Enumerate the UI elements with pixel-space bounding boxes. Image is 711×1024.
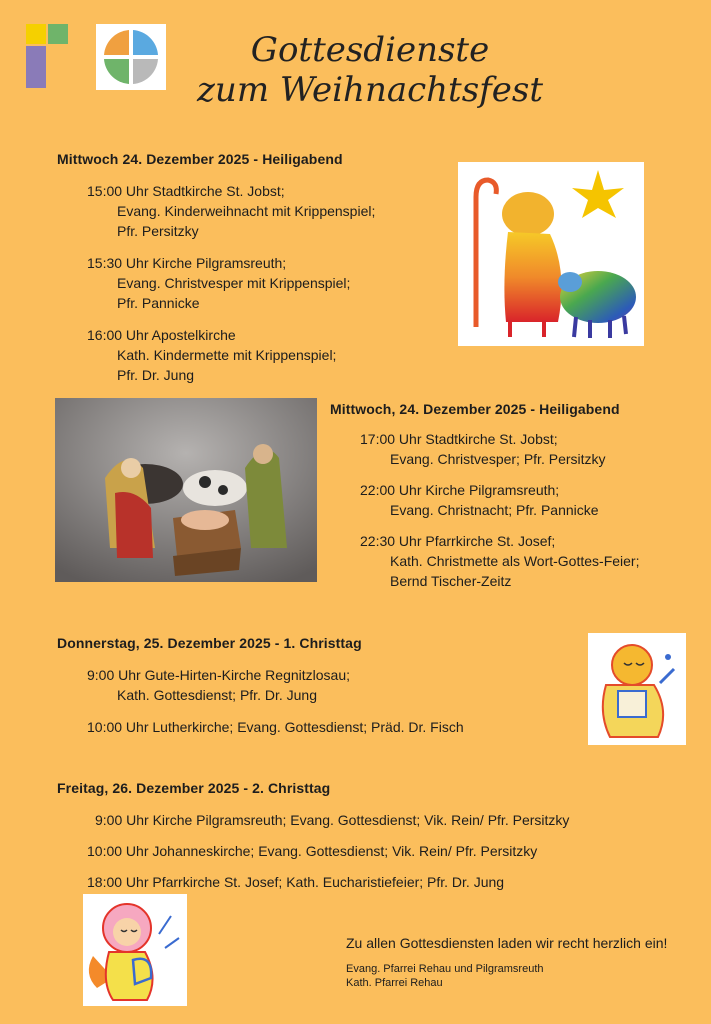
service-time-location: 18:00 Uhr Pfarrkirche St. Josef; Kath. Eucharistiefeier; Pfr. Dr. Jung — [87, 874, 505, 890]
service-time-location: 16:00 Uhr Apostelkirche — [87, 327, 236, 343]
service-entry — [360, 531, 639, 591]
organizer-evangelical: Evang. Pfarrei Rehau und Pilgramsreuth — [346, 963, 544, 975]
singing-angel-illustration — [588, 633, 686, 745]
service-description: Evang. Christvesper mit Krippenspiel; — [117, 275, 351, 291]
title-line-1: Gottesdienste — [250, 30, 490, 70]
service-time-location: 15:00 Uhr Stadtkirche St. Jobst; — [87, 183, 285, 199]
service-entry — [87, 181, 375, 241]
page-title — [160, 30, 580, 110]
ecumenical-cross-logo — [26, 24, 142, 92]
service-time-location: 10:00 Uhr Lutherkirche; Evang. Gottesdienst; Präd. Dr. Fisch — [87, 719, 464, 735]
service-time-location: 15:30 Uhr Kirche Pilgramsreuth; — [87, 255, 287, 271]
service-entry — [360, 480, 599, 520]
service-entry — [95, 810, 569, 830]
section-heading-christtag-1: Donnerstag, 25. Dezember 2025 - 1. Christtag — [57, 635, 362, 651]
service-entry — [87, 325, 336, 385]
service-officiant: Pfr. Persitzky — [117, 223, 199, 239]
service-description: Kath. Gottesdienst; Pfr. Dr. Jung — [117, 687, 317, 703]
service-description: Evang. Christnacht; Pfr. Pannicke — [390, 502, 599, 518]
service-entry — [87, 717, 464, 737]
service-description: Kath. Christmette als Wort-Gottes-Feier; — [390, 553, 640, 569]
invitation-text: Zu allen Gottesdiensten laden wir recht herzlich ein! — [346, 935, 668, 951]
service-officiant: Bernd Tischer-Zeitz — [390, 573, 512, 589]
service-time-location: 9:00 Uhr Kirche Pilgramsreuth; Evang. Gottesdienst; Vik. Rein/ Pfr. Persitzky — [95, 812, 570, 828]
service-entry — [87, 841, 537, 861]
service-entry — [360, 429, 606, 469]
section-heading-heiligabend-1: Mittwoch 24. Dezember 2025 - Heiligabend — [57, 151, 343, 167]
service-officiant: Pfr. Pannicke — [117, 295, 200, 311]
service-time-location: 22:30 Uhr Pfarrkirche St. Josef; — [360, 533, 556, 549]
nativity-scene-photo — [55, 398, 317, 582]
angel-with-harp-illustration — [83, 894, 187, 1006]
service-entry — [87, 665, 350, 705]
section-heading-heiligabend-2: Mittwoch, 24. Dezember 2025 - Heiligabend — [330, 401, 620, 417]
service-description: Kath. Kindermette mit Krippenspiel; — [117, 347, 337, 363]
service-description: Evang. Christvesper; Pfr. Persitzky — [390, 451, 606, 467]
service-entry — [87, 872, 504, 892]
title-line-2: zum Weihnachtsfest — [197, 70, 543, 110]
organizer-catholic: Kath. Pfarrei Rehau — [346, 977, 443, 989]
service-entry — [87, 253, 350, 313]
service-time-location: 10:00 Uhr Johanneskirche; Evang. Gottesdienst; Vik. Rein/ Pfr. Persitzky — [87, 843, 538, 859]
service-description: Evang. Kinderweihnacht mit Krippenspiel; — [117, 203, 376, 219]
service-time-location: 22:00 Uhr Kirche Pilgramsreuth; — [360, 482, 560, 498]
service-time-location: 17:00 Uhr Stadtkirche St. Jobst; — [360, 431, 558, 447]
service-officiant: Pfr. Dr. Jung — [117, 367, 195, 383]
service-time-location: 9:00 Uhr Gute-Hirten-Kirche Regnitzlosau; — [87, 667, 351, 683]
shepherd-star-sheep-illustration — [458, 162, 644, 346]
section-heading-christtag-2: Freitag, 26. Dezember 2025 - 2. Christtag — [57, 780, 331, 796]
